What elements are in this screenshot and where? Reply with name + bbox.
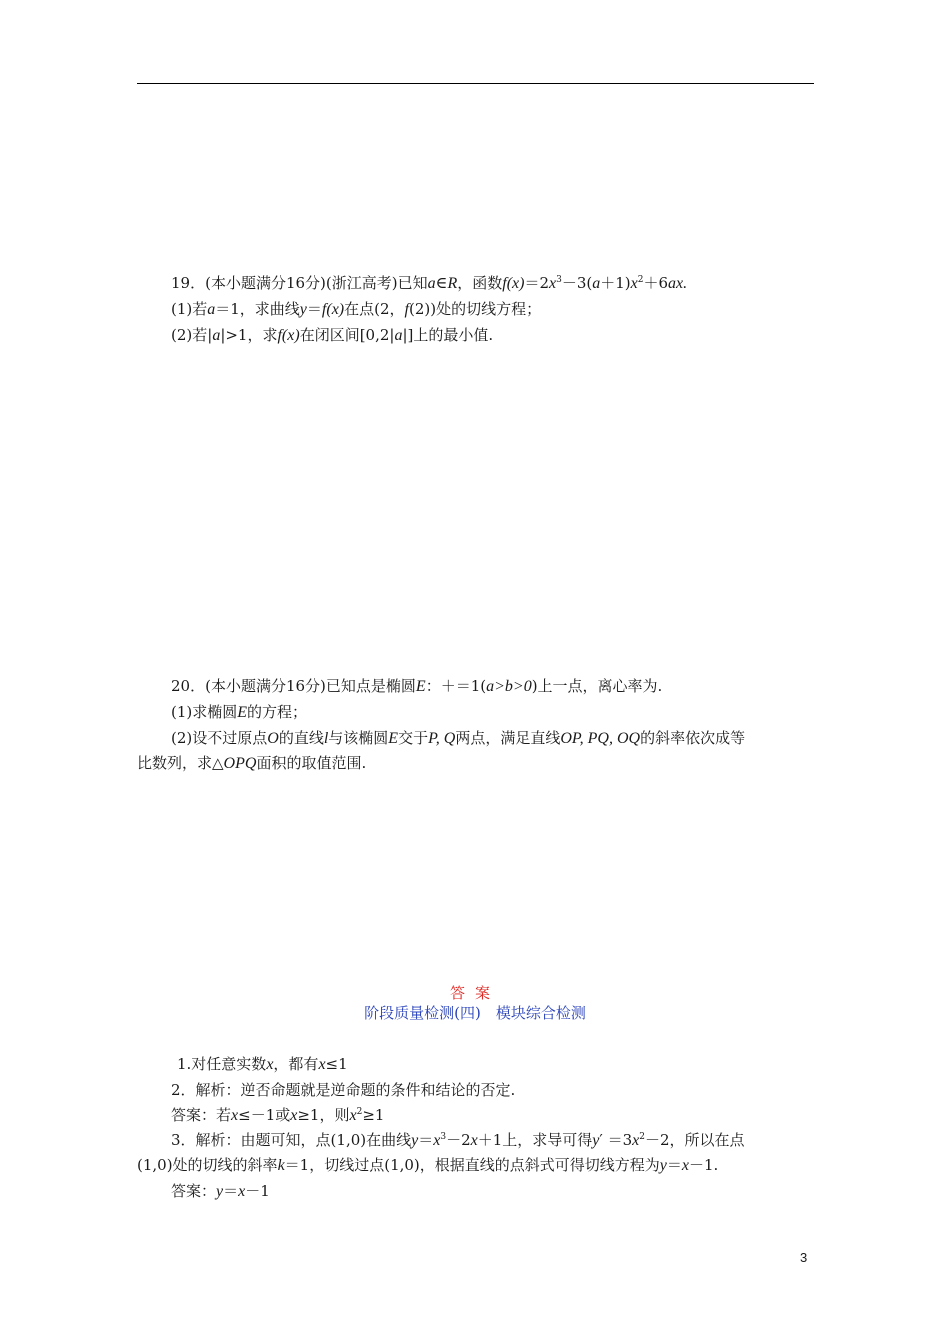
a3-exp2: 2 [639, 1132, 645, 1142]
a3-a: 3．解析：由题可知，点(1,0)在曲线 [171, 1131, 412, 1149]
header-rule [137, 83, 814, 84]
q19-p1-c: ＝ [306, 300, 322, 318]
q19-p2-fx: f(x) [277, 327, 300, 344]
a3-ans-eq: ＝ [223, 1182, 239, 1200]
q19-line1 [171, 273, 687, 294]
q19-number: 19． [171, 274, 206, 292]
a3-y3: y [659, 1157, 667, 1174]
a3-ans-y: y [216, 1183, 224, 1200]
answer-2-result [171, 1105, 384, 1126]
q19-eq-d: ＋6 [643, 274, 669, 292]
a3-l2-b: ＝1，切线过点(1,0)，根据直线的点斜式可得切线方程为 [284, 1156, 660, 1174]
a3-ans-x: x [238, 1183, 246, 1200]
a2-x1: x [231, 1107, 239, 1124]
a2-a: 2．解析：逆否命题就是逆命题的条件和结论的否定. [171, 1081, 516, 1099]
q20-p2-pq: P, Q [428, 730, 456, 747]
a3-d: ＋1上，求导可得 [477, 1131, 593, 1149]
q19-part1 [171, 299, 541, 320]
q20-p2-l2-a: 比数列，求△ [137, 754, 224, 772]
q19-p1-f: f [404, 301, 409, 318]
q20-part2 [171, 728, 745, 749]
answer-2 [171, 1080, 515, 1100]
a1-x1: x [266, 1056, 274, 1073]
answer-1 [177, 1054, 348, 1075]
q20-p2-o: O [267, 730, 279, 747]
a2-b-b: ≤－1或 [238, 1106, 291, 1124]
q20-p1-e: E [237, 704, 248, 721]
q19-eq-a: ＝2 [524, 274, 549, 292]
q20-p2-f: 的斜率依次成等 [640, 729, 746, 747]
q20-p1-a: (1)求椭圆 [171, 703, 238, 721]
q20-meta: (本小题满分16分) [205, 677, 326, 695]
q20-p2-e-text: 两点，满足直线 [455, 729, 561, 747]
q19-p2-var-a2: a [394, 327, 403, 344]
a3-x4: x [681, 1157, 690, 1174]
a3-y2: y [592, 1132, 600, 1149]
q19-p1-y: y [299, 301, 307, 318]
q20-part2-cont [137, 753, 366, 774]
q20-p2-lines: OP, PQ, OQ [560, 730, 641, 747]
q20-p2-l: l [323, 730, 329, 747]
q20-tail: )上一点，离心率为. [531, 677, 663, 695]
a2-x2: x [290, 1107, 298, 1124]
q19-a-in-r: a∈R [427, 275, 458, 292]
answer-3 [171, 1130, 745, 1151]
a1-x2: x [318, 1056, 326, 1073]
a1-b: ，都有 [273, 1055, 319, 1073]
q19-p1-b: ＝1，求曲线 [215, 300, 300, 318]
q19-func-label: ，函数 [457, 274, 503, 292]
q20-p2-d: 交于 [398, 729, 429, 747]
q19-p2-b: |>1，求 [220, 326, 278, 344]
q20-p2-l2-b: 面积的取值范围. [256, 754, 367, 772]
q20-part1 [171, 702, 307, 723]
q19-x1: x [549, 275, 557, 292]
q19-p1-a: (1)若 [171, 300, 208, 318]
q19-part2 [171, 325, 493, 346]
a3-c: －2 [446, 1131, 471, 1149]
q19-p1-e: (2))处的切线方程； [408, 300, 542, 318]
q19-intro: 已知 [397, 274, 428, 292]
a3-l2-c: －1. [689, 1156, 719, 1174]
answer-3-cont [137, 1155, 718, 1176]
a3-b: ＝ [418, 1131, 434, 1149]
q20-p2-b: 的直线 [278, 729, 324, 747]
a1-a: 1.对任意实数 [177, 1055, 267, 1073]
a3-x2: x [470, 1132, 478, 1149]
q19-p1-var-a: a [207, 301, 216, 318]
a3-exp3: 3 [440, 1132, 447, 1142]
q20-p2-opq: OPQ [223, 755, 257, 772]
q20-e: E [415, 678, 426, 695]
q20-p2-a: (2)设不过原点 [171, 729, 268, 747]
a2-b-a: 答案：若 [171, 1106, 232, 1124]
answer-title: 答案 [449, 984, 500, 1002]
q19-a1: a [592, 275, 601, 292]
q19-exp3: 3 [556, 275, 562, 285]
a1-c: ≤1 [325, 1055, 348, 1073]
a3-y1: y [411, 1132, 419, 1149]
a2-exp2: 2 [356, 1107, 363, 1117]
q19-p2-var-a1: a [212, 327, 221, 344]
a2-b-c: ≥1，则 [297, 1106, 350, 1124]
q20-p2-c: 与该椭圆 [328, 729, 389, 747]
q19-meta: (本小题满分16分)(浙江高考) [205, 274, 398, 292]
a3-ans-a: 答案： [171, 1182, 217, 1200]
q20-p2-e: E [388, 730, 399, 747]
page-number: 3 [800, 1250, 808, 1265]
q19-p2-d: |]上的最小值. [402, 326, 494, 344]
q20-intro: 已知点是椭圆 [325, 677, 416, 695]
q20-mid: ：＋＝1( [425, 677, 487, 695]
q19-eq-c: ＋1) [600, 274, 631, 292]
q19-p1-fx: f(x) [321, 301, 345, 318]
a2-b-d: ≥1 [362, 1106, 385, 1124]
q20-line1 [171, 676, 662, 697]
q19-x2: x [630, 275, 638, 292]
q20-number: 20． [171, 677, 206, 695]
q19-exp2: 2 [637, 275, 644, 285]
a3-eq2: ＝ [666, 1156, 682, 1174]
a3-x1: x [433, 1132, 441, 1149]
q19-ax: ax. [668, 275, 688, 292]
q20-p1-b: 的方程； [247, 703, 308, 721]
q19-p2-a: (2)若| [171, 326, 213, 344]
q19-eq-b: －3( [561, 274, 593, 292]
answer-subtitle: 阶段质量检测(四) 模块综合检测 [364, 1004, 586, 1022]
q19-fx: f(x) [502, 275, 525, 292]
a3-ans-b: －1 [245, 1182, 270, 1200]
q19-p1-d: 在点(2， [344, 300, 405, 318]
a2-x3: x [349, 1107, 357, 1124]
answer-3-result [171, 1181, 270, 1202]
a3-e: ′ ＝3 [599, 1131, 633, 1149]
a3-f: －2，所以在点 [644, 1131, 745, 1149]
a3-l2-a: (1,0)处的切线的斜率 [137, 1156, 278, 1174]
a3-x3: x [632, 1132, 640, 1149]
q19-p2-c: 在闭区间[0,2| [299, 326, 395, 344]
a3-k: k [277, 1157, 285, 1174]
q20-a-gt-b: a>b>0 [486, 678, 532, 695]
